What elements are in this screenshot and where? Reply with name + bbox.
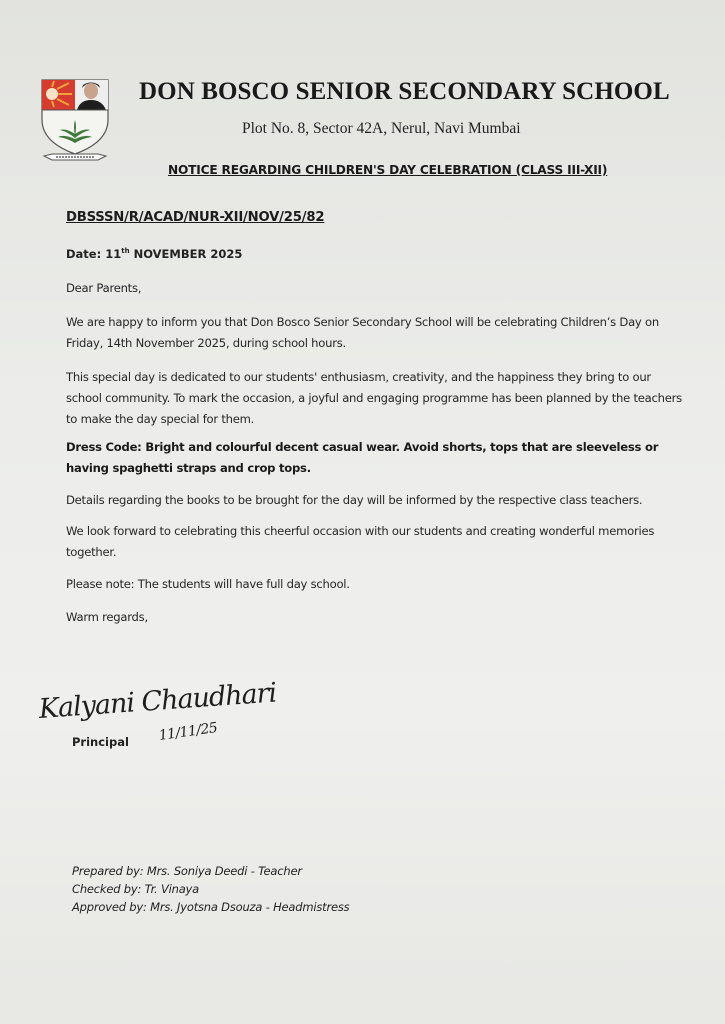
paragraph-books: Details regarding the books to be brought for the day will be informed by the respective class teachers. <box>66 493 643 507</box>
closing-regards: Warm regards, <box>66 610 148 624</box>
date-day: Date: 11 <box>66 247 122 261</box>
salutation: Dear Parents, <box>66 281 142 295</box>
paragraph-announcement: We are happy to inform you that Don Bosco Senior Secondary School will be celebrating Children’s Day on Friday, 14th November 2025, during school hours. <box>66 315 659 350</box>
paragraph-dress-code: Dress Code: Bright and colourful decent casual wear. Avoid shorts, tops that are sleeveless or having spaghetti straps and crop tops. <box>66 440 659 475</box>
signature-date: 11/11/25 <box>157 719 219 744</box>
school-address: Plot No. 8, Sector 42A, Nerul, Navi Mumbai <box>242 120 521 137</box>
school-name: DON BOSCO SENIOR SECONDARY SCHOOL <box>139 78 670 105</box>
principal-signature: Kalyani Chaudhari <box>37 677 278 725</box>
approved-by: Approved by: Mrs. Jyotsna Dsouza - Headmistress <box>72 900 350 914</box>
checked-by: Checked by: Tr. Vinaya <box>72 882 200 896</box>
principal-title: Principal <box>72 735 129 749</box>
reference-number: DBSSSN/R/ACAD/NUR-XII/NOV/25/82 <box>66 210 325 225</box>
date-month-year: NOVEMBER 2025 <box>129 247 243 261</box>
notice-date <box>66 247 242 261</box>
notice-title: NOTICE REGARDING CHILDREN'S DAY CELEBRATION (CLASS III-XII) <box>168 163 608 177</box>
credits-block <box>72 862 349 916</box>
prepared-by: Prepared by: Mrs. Soniya Deedi - Teacher <box>72 864 302 878</box>
date-suffix: th <box>121 247 130 256</box>
paragraph-note: Please note: The students will have full day school. <box>66 577 350 591</box>
school-crest-logo <box>38 76 112 166</box>
paragraph-purpose: This special day is dedicated to our students' enthusiasm, creativity, and the happiness they bring to our school community. To mark the occasion, a joyful and engaging programme has been planned by the teachers to make the day special for them. <box>66 370 682 426</box>
paragraph-closing-wish: We look forward to celebrating this cheerful occasion with our students and creating wonderful memories together. <box>66 524 655 559</box>
